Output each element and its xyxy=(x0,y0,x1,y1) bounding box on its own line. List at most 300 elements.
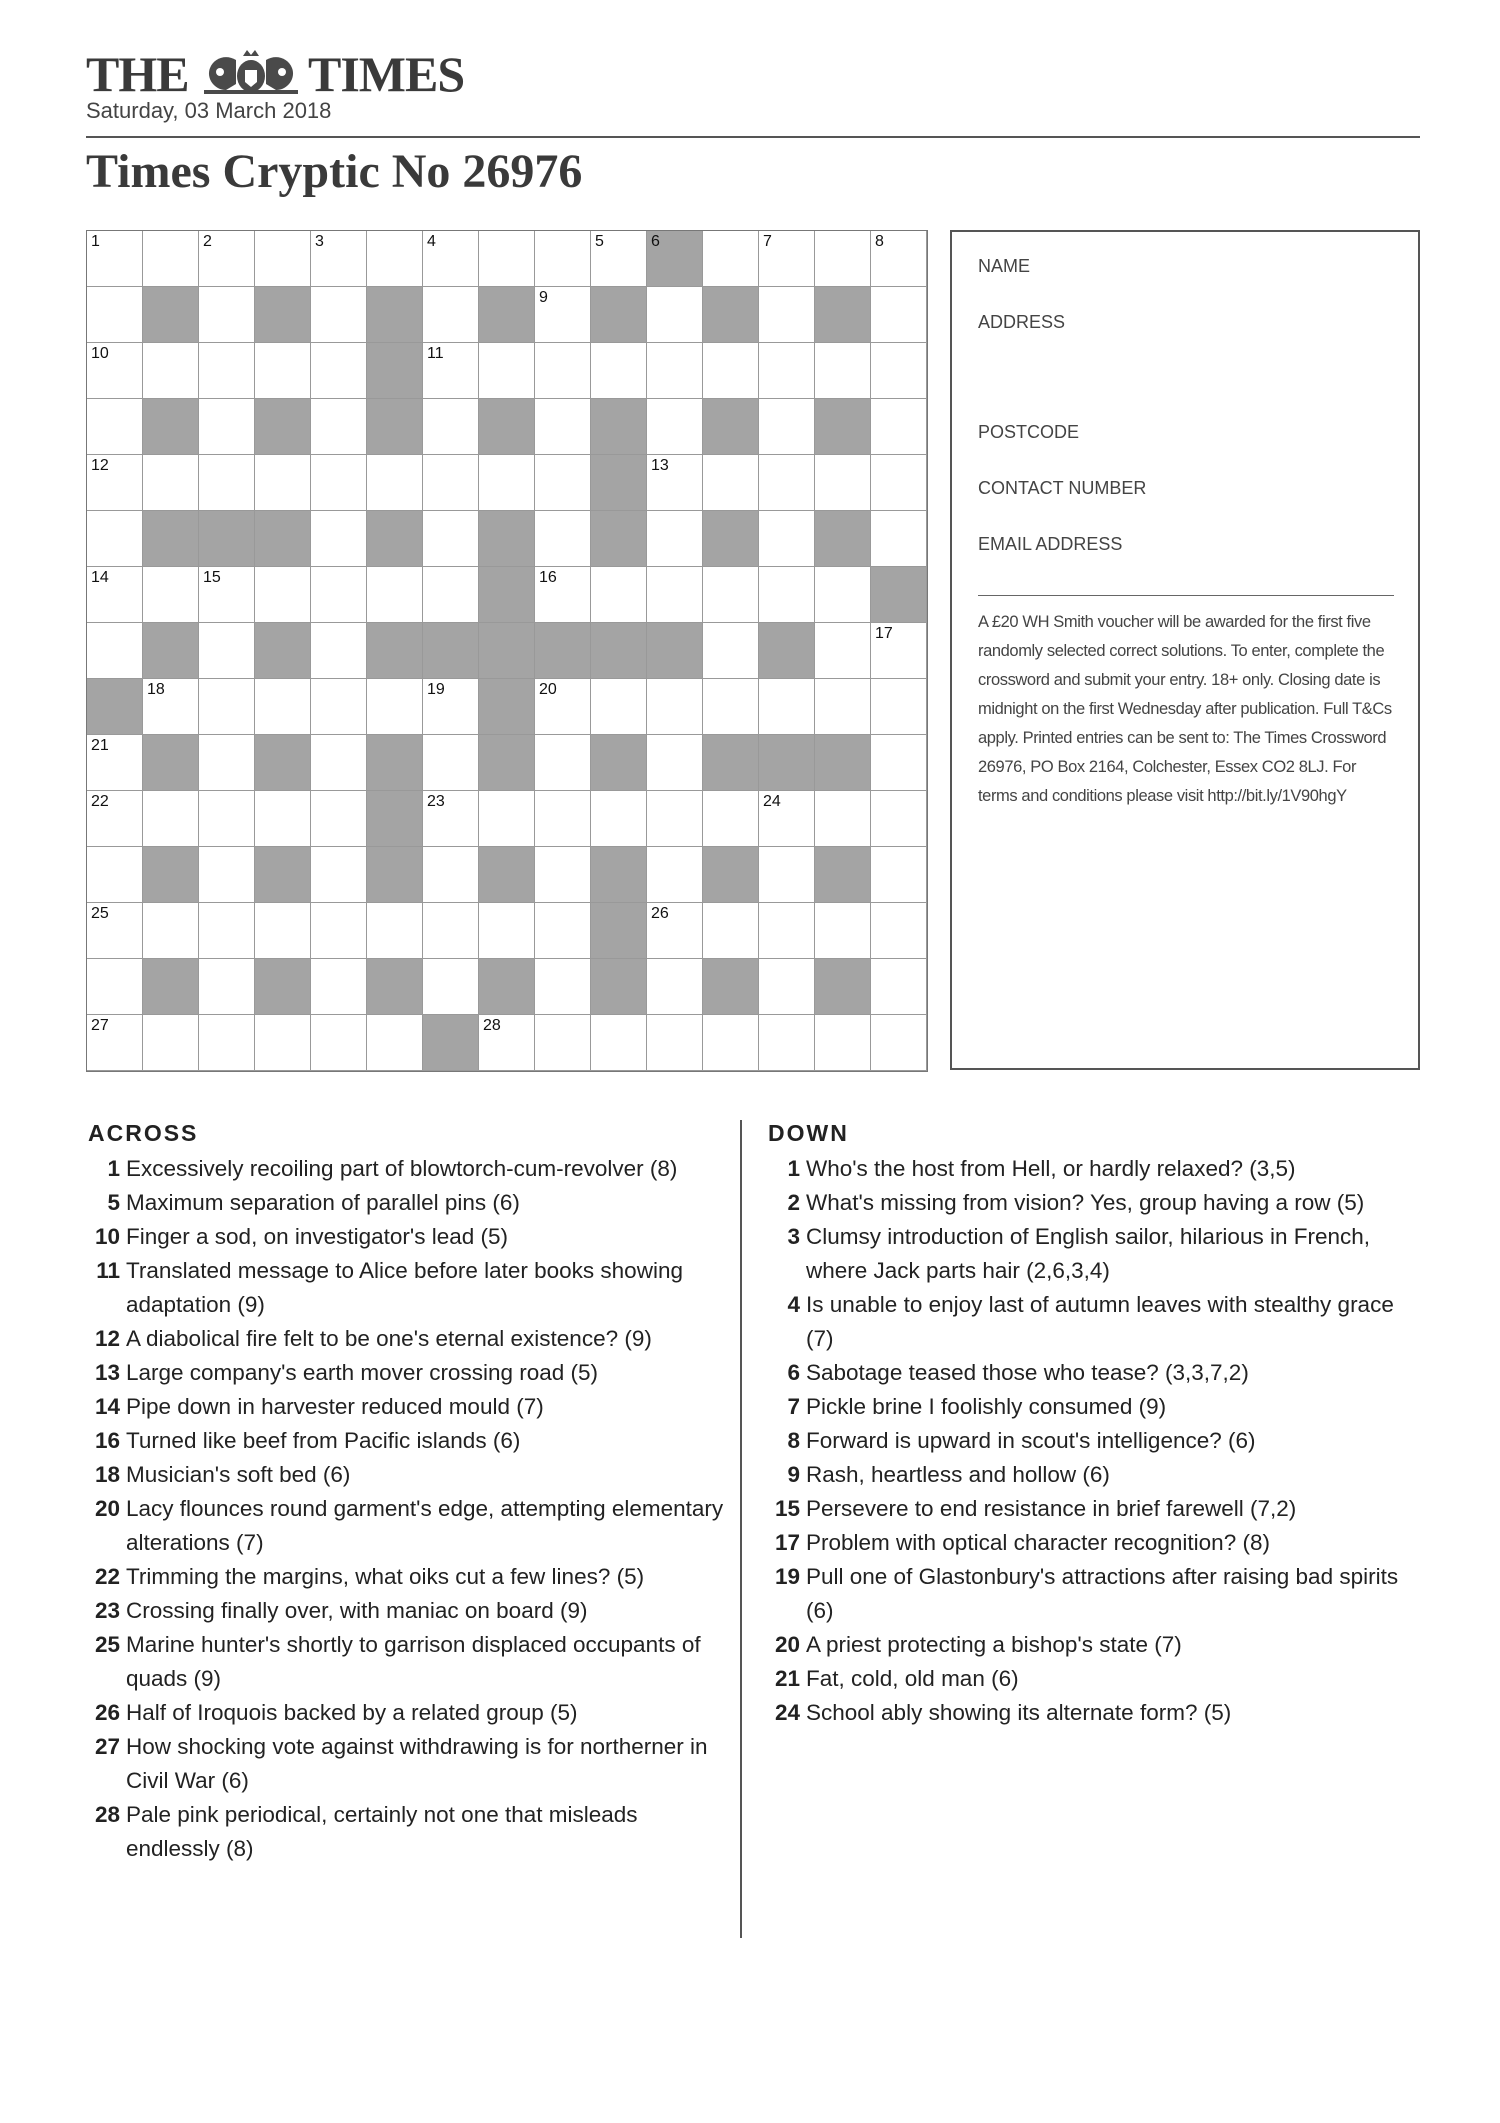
grid-cell[interactable] xyxy=(647,399,703,455)
clue-number: 27 xyxy=(91,1017,109,1034)
grid-cell[interactable] xyxy=(871,1015,927,1071)
grid-block xyxy=(871,567,927,623)
grid-cell[interactable] xyxy=(703,567,759,623)
clue-number: 22 xyxy=(94,1564,120,1589)
clue-number: 8 xyxy=(875,233,884,250)
grid-cell[interactable] xyxy=(199,455,255,511)
grid-cell[interactable] xyxy=(199,847,255,903)
grid-cell[interactable] xyxy=(423,903,479,959)
grid-cell[interactable] xyxy=(591,343,647,399)
clue-number: 17 xyxy=(774,1530,800,1555)
grid-block xyxy=(423,1015,479,1071)
grid-block xyxy=(815,287,871,343)
grid-cell[interactable] xyxy=(591,567,647,623)
grid-block xyxy=(255,287,311,343)
grid-cell[interactable] xyxy=(367,903,423,959)
grid-cell[interactable] xyxy=(423,679,479,735)
down-clue[interactable] xyxy=(766,1424,1406,1458)
clue-number: 7 xyxy=(787,1394,800,1419)
grid-cell[interactable] xyxy=(423,511,479,567)
grid-cell[interactable] xyxy=(535,1015,591,1071)
clue-number: 26 xyxy=(651,905,669,922)
grid-cell[interactable] xyxy=(479,791,535,847)
grid-cell[interactable] xyxy=(871,231,927,287)
grid-cell[interactable] xyxy=(87,959,143,1015)
grid-cell[interactable] xyxy=(311,791,367,847)
grid-cell[interactable] xyxy=(759,231,815,287)
down-clue[interactable] xyxy=(766,1288,1406,1356)
clue-column-divider xyxy=(740,1120,742,1938)
grid-cell[interactable] xyxy=(703,903,759,959)
grid-cell[interactable] xyxy=(311,399,367,455)
grid-cell[interactable] xyxy=(479,231,535,287)
grid-cell[interactable] xyxy=(87,399,143,455)
clue-number: 23 xyxy=(94,1598,120,1623)
address-label: ADDRESS xyxy=(978,312,1066,332)
grid-cell[interactable] xyxy=(87,623,143,679)
clue-number: 28 xyxy=(94,1802,120,1827)
grid-block xyxy=(143,287,199,343)
across-clue[interactable] xyxy=(86,1356,726,1390)
clue-number: 12 xyxy=(94,1326,120,1351)
grid-cell[interactable] xyxy=(255,1015,311,1071)
grid-block xyxy=(591,287,647,343)
grid-cell[interactable] xyxy=(87,511,143,567)
clue-number: 16 xyxy=(539,569,557,586)
grid-cell[interactable] xyxy=(479,455,535,511)
clue-number: 4 xyxy=(427,233,436,250)
grid-cell[interactable] xyxy=(647,903,703,959)
grid-block xyxy=(479,623,535,679)
down-clue[interactable] xyxy=(766,1186,1406,1220)
grid-cell[interactable] xyxy=(703,679,759,735)
grid-cell[interactable] xyxy=(759,791,815,847)
grid-block xyxy=(199,511,255,567)
grid-block xyxy=(255,959,311,1015)
clue-text: A diabolical fire felt to be one's eternal existence? (9) xyxy=(126,1326,652,1351)
across-clue[interactable] xyxy=(86,1424,726,1458)
across-clue[interactable] xyxy=(86,1730,726,1798)
clue-number: 28 xyxy=(483,1017,501,1034)
grid-block xyxy=(479,735,535,791)
grid-cell[interactable] xyxy=(423,791,479,847)
grid-cell[interactable] xyxy=(143,1015,199,1071)
clue-number: 11 xyxy=(96,1258,120,1283)
clue-text: Marine hunter's shortly to garrison displaced occupants of quads (9) xyxy=(126,1632,701,1691)
down-clue[interactable] xyxy=(766,1662,1406,1696)
grid-cell[interactable] xyxy=(143,903,199,959)
grid-cell[interactable] xyxy=(535,847,591,903)
grid-cell[interactable] xyxy=(535,287,591,343)
grid-cell[interactable] xyxy=(871,903,927,959)
grid-cell[interactable] xyxy=(143,343,199,399)
grid-cell[interactable] xyxy=(255,679,311,735)
grid-cell[interactable] xyxy=(591,1015,647,1071)
clue-text: Persevere to end resistance in brief farewell (7,2) xyxy=(806,1496,1297,1521)
grid-cell[interactable] xyxy=(311,903,367,959)
grid-cell[interactable] xyxy=(311,231,367,287)
grid-cell[interactable] xyxy=(871,287,927,343)
grid-cell[interactable] xyxy=(199,399,255,455)
grid-cell[interactable] xyxy=(535,343,591,399)
grid-cell[interactable] xyxy=(815,343,871,399)
grid-cell[interactable] xyxy=(199,623,255,679)
across-clue[interactable] xyxy=(86,1628,726,1696)
clue-text: Trimming the margins, what oiks cut a few lines? (5) xyxy=(126,1564,645,1589)
down-clue[interactable] xyxy=(766,1560,1406,1628)
grid-cell[interactable] xyxy=(535,567,591,623)
grid-cell[interactable] xyxy=(535,959,591,1015)
clue-number: 17 xyxy=(875,625,893,642)
grid-cell[interactable] xyxy=(703,343,759,399)
grid-cell[interactable] xyxy=(871,623,927,679)
grid-cell[interactable] xyxy=(87,903,143,959)
down-clue[interactable] xyxy=(766,1492,1406,1526)
grid-block xyxy=(703,287,759,343)
grid-cell[interactable] xyxy=(87,231,143,287)
grid-block xyxy=(591,511,647,567)
grid-block xyxy=(367,343,423,399)
grid-block xyxy=(143,399,199,455)
grid-cell[interactable] xyxy=(311,567,367,623)
grid-cell[interactable] xyxy=(759,455,815,511)
down-clue[interactable] xyxy=(766,1152,1406,1186)
grid-cell[interactable] xyxy=(311,847,367,903)
clue-text: Half of Iroquois backed by a related group (5) xyxy=(126,1700,578,1725)
postcode-label: POSTCODE xyxy=(978,422,1080,442)
grid-cell[interactable] xyxy=(199,1015,255,1071)
clue-number: 4 xyxy=(787,1292,800,1317)
grid-cell[interactable] xyxy=(143,455,199,511)
grid-cell[interactable] xyxy=(87,791,143,847)
grid-cell[interactable] xyxy=(255,231,311,287)
grid-block xyxy=(815,735,871,791)
grid-cell[interactable] xyxy=(647,847,703,903)
clue-number: 16 xyxy=(94,1428,120,1453)
grid-cell[interactable] xyxy=(423,735,479,791)
grid-cell[interactable] xyxy=(871,847,927,903)
grid-cell[interactable] xyxy=(647,511,703,567)
grid-cell[interactable] xyxy=(535,903,591,959)
across-clue[interactable] xyxy=(86,1254,726,1322)
grid-cell[interactable] xyxy=(647,343,703,399)
grid-cell[interactable] xyxy=(815,231,871,287)
grid-cell[interactable] xyxy=(647,1015,703,1071)
grid-cell[interactable] xyxy=(703,455,759,511)
grid-block xyxy=(367,399,423,455)
clue-number: 9 xyxy=(539,289,548,306)
grid-cell[interactable] xyxy=(759,399,815,455)
clue-number: 21 xyxy=(774,1666,800,1691)
across-clues xyxy=(86,1118,726,1866)
grid-cell[interactable] xyxy=(871,343,927,399)
grid-cell[interactable] xyxy=(759,1015,815,1071)
clue-text: Who's the host from Hell, or hardly relaxed? (3,5) xyxy=(806,1156,1296,1181)
clue-text: School ably showing its alternate form? (5) xyxy=(806,1700,1232,1725)
grid-cell[interactable] xyxy=(311,455,367,511)
grid-cell[interactable] xyxy=(815,679,871,735)
across-clue[interactable] xyxy=(86,1152,726,1186)
down-clue[interactable] xyxy=(766,1526,1406,1560)
down-clue[interactable] xyxy=(766,1628,1406,1662)
clue-number: 15 xyxy=(774,1496,800,1521)
grid-cell[interactable] xyxy=(535,399,591,455)
clue-number: 22 xyxy=(91,793,109,810)
grid-cell[interactable] xyxy=(871,455,927,511)
grid-block xyxy=(367,511,423,567)
grid-cell[interactable] xyxy=(311,287,367,343)
grid-cell[interactable] xyxy=(703,1015,759,1071)
grid-cell[interactable] xyxy=(199,287,255,343)
grid-cell[interactable] xyxy=(199,231,255,287)
name-label: NAME xyxy=(978,256,1031,276)
grid-cell[interactable] xyxy=(535,231,591,287)
grid-cell[interactable] xyxy=(87,287,143,343)
grid-block xyxy=(647,623,703,679)
grid-cell[interactable] xyxy=(647,287,703,343)
grid-cell[interactable] xyxy=(87,1015,143,1071)
puzzle-title: Times Cryptic No 26976 xyxy=(86,145,583,198)
grid-cell[interactable] xyxy=(143,791,199,847)
grid-cell[interactable] xyxy=(87,455,143,511)
grid-cell[interactable] xyxy=(871,735,927,791)
grid-cell[interactable] xyxy=(143,231,199,287)
grid-cell[interactable] xyxy=(759,959,815,1015)
grid-cell[interactable] xyxy=(647,679,703,735)
grid-block xyxy=(367,847,423,903)
competition-rules: A £20 WH Smith voucher will be awarded for the first five randomly selected correct solutions. To enter, complete the crossword and submit your entry. 18+ only. Closing date is midnight on the first Wednesday after publication. Full T&Cs apply. Printed entries can be sent to: The Times Crossword 26976, PO Box 2164, Colchester, Essex CO2 8LJ. For terms and conditions please visit http://bit.ly/1V90hgY xyxy=(978,613,1392,805)
grid-cell[interactable] xyxy=(87,567,143,623)
across-clue[interactable] xyxy=(86,1186,726,1220)
grid-cell[interactable] xyxy=(871,399,927,455)
grid-cell[interactable] xyxy=(199,735,255,791)
grid-cell[interactable] xyxy=(759,679,815,735)
grid-block xyxy=(367,735,423,791)
grid-cell[interactable] xyxy=(759,511,815,567)
clue-number: 9 xyxy=(787,1462,800,1487)
grid-cell[interactable] xyxy=(199,679,255,735)
clue-text: Large company's earth mover crossing road (5) xyxy=(126,1360,599,1385)
grid-cell[interactable] xyxy=(255,567,311,623)
grid-block xyxy=(367,791,423,847)
grid-cell[interactable] xyxy=(143,567,199,623)
grid-block xyxy=(815,511,871,567)
grid-cell[interactable] xyxy=(871,511,927,567)
grid-block xyxy=(143,847,199,903)
grid-cell[interactable] xyxy=(311,735,367,791)
grid-cell[interactable] xyxy=(703,231,759,287)
grid-cell[interactable] xyxy=(535,511,591,567)
grid-cell[interactable] xyxy=(759,287,815,343)
grid-cell[interactable] xyxy=(87,847,143,903)
grid-cell[interactable] xyxy=(535,455,591,511)
grid-cell[interactable] xyxy=(311,511,367,567)
grid-cell[interactable] xyxy=(815,1015,871,1071)
clue-number: 20 xyxy=(774,1632,800,1657)
grid-cell[interactable] xyxy=(423,231,479,287)
grid-cell[interactable] xyxy=(703,623,759,679)
grid-cell[interactable] xyxy=(199,903,255,959)
grid-cell[interactable] xyxy=(703,791,759,847)
grid-cell[interactable] xyxy=(255,455,311,511)
grid-cell[interactable] xyxy=(423,959,479,1015)
grid-cell[interactable] xyxy=(143,679,199,735)
grid-block xyxy=(647,231,703,287)
clue-text: Maximum separation of parallel pins (6) xyxy=(126,1190,520,1215)
down-clue[interactable] xyxy=(766,1458,1406,1492)
across-clue[interactable] xyxy=(86,1594,726,1628)
grid-block xyxy=(143,623,199,679)
clue-text: Pipe down in harvester reduced mould (7) xyxy=(126,1394,544,1419)
grid-cell[interactable] xyxy=(759,567,815,623)
grid-block xyxy=(703,847,759,903)
clue-number: 1 xyxy=(107,1156,120,1181)
clue-number: 18 xyxy=(94,1462,120,1487)
grid-cell[interactable] xyxy=(423,399,479,455)
down-clues xyxy=(766,1118,1406,1730)
grid-cell[interactable] xyxy=(367,455,423,511)
clue-number: 12 xyxy=(91,457,109,474)
grid-block xyxy=(759,623,815,679)
grid-block xyxy=(479,959,535,1015)
clue-number: 10 xyxy=(91,345,109,362)
grid-block xyxy=(255,847,311,903)
clue-text: How shocking vote against withdrawing is for northerner in Civil War (6) xyxy=(126,1734,708,1793)
grid-cell[interactable] xyxy=(311,959,367,1015)
grid-cell[interactable] xyxy=(199,343,255,399)
grid-cell[interactable] xyxy=(815,623,871,679)
grid-cell[interactable] xyxy=(759,903,815,959)
clue-text: Turned like beef from Pacific islands (6) xyxy=(126,1428,521,1453)
grid-block xyxy=(703,399,759,455)
grid-cell[interactable] xyxy=(199,567,255,623)
grid-cell[interactable] xyxy=(423,847,479,903)
across-clue[interactable] xyxy=(86,1458,726,1492)
grid-cell[interactable] xyxy=(367,567,423,623)
clue-number: 8 xyxy=(787,1428,800,1453)
grid-cell[interactable] xyxy=(759,343,815,399)
grid-cell[interactable] xyxy=(647,567,703,623)
grid-cell[interactable] xyxy=(255,791,311,847)
grid-cell[interactable] xyxy=(311,1015,367,1071)
grid-block xyxy=(815,399,871,455)
clue-text: Musician's soft bed (6) xyxy=(126,1462,351,1487)
clue-number: 5 xyxy=(595,233,604,250)
across-clue[interactable] xyxy=(86,1798,726,1866)
email-address-label: EMAIL ADDRESS xyxy=(978,534,1123,554)
grid-block xyxy=(815,847,871,903)
grid-cell[interactable] xyxy=(479,903,535,959)
grid-cell[interactable] xyxy=(815,567,871,623)
grid-block xyxy=(591,847,647,903)
grid-cell[interactable] xyxy=(199,791,255,847)
grid-cell[interactable] xyxy=(311,343,367,399)
grid-cell[interactable] xyxy=(815,455,871,511)
grid-cell[interactable] xyxy=(647,791,703,847)
grid-cell[interactable] xyxy=(591,679,647,735)
grid-cell[interactable] xyxy=(367,1015,423,1071)
grid-cell[interactable] xyxy=(423,343,479,399)
grid-cell[interactable] xyxy=(759,847,815,903)
clue-number: 13 xyxy=(651,457,669,474)
header-divider xyxy=(86,136,1420,138)
grid-cell[interactable] xyxy=(535,679,591,735)
grid-cell[interactable] xyxy=(367,231,423,287)
across-clue[interactable] xyxy=(86,1560,726,1594)
grid-cell[interactable] xyxy=(87,343,143,399)
grid-block xyxy=(479,847,535,903)
clue-text: Clumsy introduction of English sailor, hilarious in French, where Jack parts hair (2,6,3,4) xyxy=(806,1224,1371,1283)
grid-cell[interactable] xyxy=(535,735,591,791)
grid-block xyxy=(143,735,199,791)
grid-cell[interactable] xyxy=(871,959,927,1015)
clue-number: 24 xyxy=(774,1700,800,1725)
grid-cell[interactable] xyxy=(311,679,367,735)
clue-text: Rash, heartless and hollow (6) xyxy=(806,1462,1110,1487)
clue-number: 6 xyxy=(651,233,660,250)
down-clue[interactable] xyxy=(766,1696,1406,1730)
grid-cell[interactable] xyxy=(815,903,871,959)
grid-block xyxy=(591,623,647,679)
grid-cell[interactable] xyxy=(871,791,927,847)
contact-number-label: CONTACT NUMBER xyxy=(978,478,1147,498)
grid-cell[interactable] xyxy=(255,903,311,959)
clue-number: 24 xyxy=(763,793,781,810)
across-clue[interactable] xyxy=(86,1322,726,1356)
across-clue[interactable] xyxy=(86,1390,726,1424)
grid-cell[interactable] xyxy=(479,343,535,399)
grid-cell[interactable] xyxy=(647,735,703,791)
clue-number: 14 xyxy=(94,1394,120,1419)
across-clue[interactable] xyxy=(86,1220,726,1254)
clue-text: Excessively recoiling part of blowtorch-cum-revolver (8) xyxy=(126,1156,678,1181)
across-clue[interactable] xyxy=(86,1492,726,1560)
grid-cell[interactable] xyxy=(423,287,479,343)
across-clue[interactable] xyxy=(86,1696,726,1730)
clue-number: 11 xyxy=(427,345,444,362)
grid-cell[interactable] xyxy=(423,455,479,511)
grid-cell[interactable] xyxy=(591,231,647,287)
clue-text: Pull one of Glastonbury's attractions after raising bad spirits (6) xyxy=(806,1564,1399,1623)
clue-number: 27 xyxy=(94,1734,120,1759)
grid-cell[interactable] xyxy=(367,679,423,735)
grid-cell[interactable] xyxy=(87,735,143,791)
clue-number: 15 xyxy=(203,569,221,586)
grid-cell[interactable] xyxy=(647,455,703,511)
clue-text: Sabotage teased those who tease? (3,3,7,2) xyxy=(806,1360,1249,1385)
masthead-word-times: TIMES xyxy=(308,46,465,102)
across-heading: ACROSS xyxy=(88,1120,199,1146)
grid-cell[interactable] xyxy=(535,791,591,847)
grid-block xyxy=(255,511,311,567)
grid-block xyxy=(759,735,815,791)
clue-text: A priest protecting a bishop's state (7) xyxy=(806,1632,1182,1657)
grid-cell[interactable] xyxy=(647,959,703,1015)
grid-cell[interactable] xyxy=(591,791,647,847)
grid-cell[interactable] xyxy=(255,343,311,399)
down-clue[interactable] xyxy=(766,1220,1406,1288)
grid-cell[interactable] xyxy=(815,791,871,847)
grid-block xyxy=(367,623,423,679)
down-clue[interactable] xyxy=(766,1356,1406,1390)
clue-number: 20 xyxy=(94,1496,120,1521)
grid-cell[interactable] xyxy=(479,1015,535,1071)
grid-cell[interactable] xyxy=(871,679,927,735)
grid-cell[interactable] xyxy=(311,623,367,679)
down-clue[interactable] xyxy=(766,1390,1406,1424)
grid-cell[interactable] xyxy=(423,567,479,623)
grid-cell[interactable] xyxy=(199,959,255,1015)
